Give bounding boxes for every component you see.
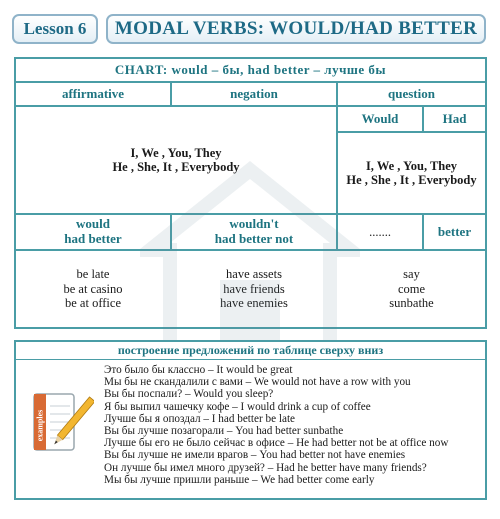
- question-verbs: [338, 251, 485, 327]
- verb-item: be late: [76, 267, 110, 282]
- divider: [170, 83, 172, 105]
- modal-line-2: had better: [64, 231, 122, 246]
- example-line: Это было бы классно – It would be great: [104, 364, 293, 376]
- example-line: Вы бы лучше не имели врагов – You had better not have enemies: [104, 449, 406, 462]
- chart-table: [14, 57, 487, 329]
- divider: [422, 107, 424, 131]
- divider: [170, 215, 172, 249]
- divider: [422, 215, 424, 249]
- modal-line-1: wouldn't: [229, 216, 279, 232]
- verb-item: say: [403, 267, 420, 282]
- page-title-text: MODAL VERBS: WOULD/HAD BETTER: [114, 18, 478, 39]
- examples-icon-label: examples: [35, 409, 45, 441]
- example-line: Он лучше бы имел много друзей? – Had he better have many friends?: [104, 461, 427, 474]
- modal-line-1: would: [76, 216, 110, 232]
- verb-item: come: [397, 281, 426, 296]
- column-header-affirmative: affirmative: [61, 86, 125, 101]
- example-line: Лучше бы его не было сейчас в офисе – He had better not be at office now: [104, 437, 449, 450]
- subjects-line-2: He , She , It , Everybody: [346, 173, 477, 187]
- subjects-line-2: He , She, It , Everybody: [112, 160, 240, 174]
- question-had-header: Had: [442, 111, 467, 126]
- negation-verbs: [172, 251, 336, 327]
- lesson-label: Lesson 6: [23, 19, 87, 38]
- question-better: better: [437, 224, 472, 239]
- divider: [336, 215, 338, 249]
- lesson-badge: [12, 14, 98, 44]
- example-line: Я бы выпил чашечку кофе – I would drink a cup of coffee: [104, 400, 371, 413]
- examples-header: построение предложений по таблице сверху вниз: [16, 342, 485, 360]
- modal-line-2: had better not: [214, 231, 294, 246]
- verb-item: be at casino: [63, 281, 123, 296]
- column-header-negation: negation: [230, 86, 278, 101]
- example-line: Мы бы не скандалили с вами – We would not have a row with you: [104, 376, 411, 389]
- affirmative-verbs: [16, 251, 170, 327]
- verb-item: be at office: [65, 296, 121, 311]
- verb-item: have friends: [223, 281, 285, 296]
- example-line: Вы бы поспали? – Would you sleep?: [104, 388, 274, 401]
- examples-list: [104, 364, 484, 486]
- example-line: Вы бы лучше позагорали – You had better sunbathe: [104, 425, 344, 438]
- column-header-question: question: [388, 86, 435, 101]
- affirmative-modal: [16, 215, 170, 249]
- example-line: Лучше бы я опоздал – I had better be late: [104, 412, 296, 425]
- question-would-header: Would: [361, 111, 399, 126]
- divider: [336, 83, 338, 213]
- examples-notebook-icon: [24, 388, 94, 458]
- example-line: Мы бы лучше пришли раньше – We had better come early: [104, 473, 375, 486]
- verb-item: have assets: [226, 267, 282, 282]
- verb-item: have enemies: [220, 296, 288, 311]
- subjects-line-1: I, We , You, They: [365, 158, 458, 173]
- affirmative-subjects: [16, 107, 336, 213]
- chart-title: CHART: would – бы, had better – лучше бы: [114, 62, 387, 77]
- page-title: [106, 14, 486, 44]
- negation-modal: [172, 215, 336, 249]
- question-placeholder: .......: [369, 224, 391, 239]
- verb-item: sunbathe: [389, 296, 434, 311]
- subjects-line-1: I, We , You, They: [130, 145, 222, 160]
- question-subjects: [338, 133, 485, 213]
